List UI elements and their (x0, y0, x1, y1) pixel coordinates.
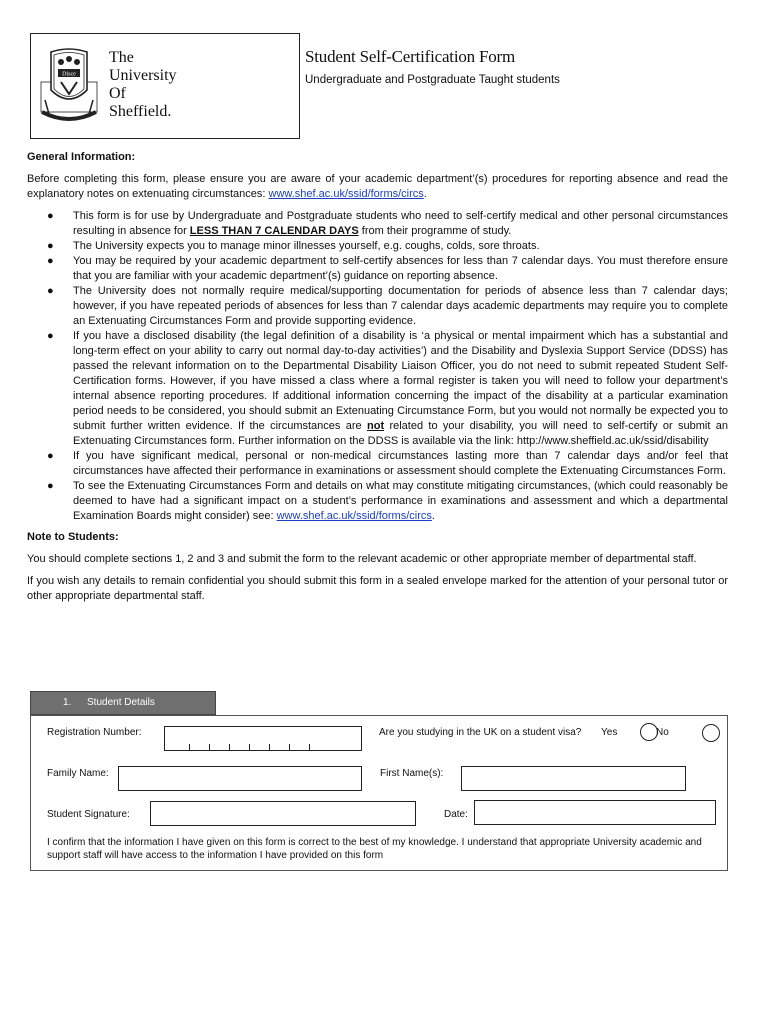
visa-yes-label: Yes (601, 727, 618, 738)
date-label: Date: (444, 809, 468, 820)
visa-no-label: No (656, 727, 669, 738)
info-bullets (27, 209, 728, 524)
note-heading: Note to Students: (27, 531, 119, 543)
section-1-title: Student Details (87, 697, 155, 708)
visa-question: Are you studying in the UK on a student visa? (379, 727, 582, 738)
visa-no-radio[interactable] (702, 724, 720, 742)
registration-number-input[interactable] (164, 726, 362, 751)
list-item: ● If you have a disclosed disability (the legal definition of a disability is ‘a physical or mental impairment which has a substantial and long-term effect on your ability to carry out normal day-to-day activities’) and the Disability and Dyslexia Support Service (DDSS) has passed the relevant information on to the Departmental Disability Liaison Officer, you do not need to submit repeated Student Self-Certification forms. However, if you have missed a class where a formal register is taken you will need to follow your department’s internal absence reporting procedures. If additional information concerning the impact of the disability at a particular examination period needs to be considered, you should submit an Extenuating Circumstance Form, but you would not normally be expected you to submit further written evidence. If the circumstances are not related to your disability, you will need to self-certify or submit an Extenuating Circumstances form. Further information on the DDSS is available via the link: http://www.sheffield.ac.uk/ssid/disability (47, 330, 728, 447)
first-names-label: First Name(s): (380, 768, 444, 779)
list-item: ● To see the Extenuating Circumstances Form and details on what may constitute mitigating circumstances, (which could reasonably be deemed to have had a significant impact on a student’s performance in examinations and assessment and which a departmental Examination Boards might consider) see: www.shef.ac.uk/ssid/forms/circs. (47, 480, 728, 522)
university-name: The University Of Sheffield. (109, 49, 177, 120)
svg-text:Disce: Disce (62, 71, 76, 78)
list-item: ● If you have significant medical, personal or non-medical circumstances lasting more than 7 calendar days and/or feel that circumstances have affected their performance in examinations or assessment should complete the Extenuating Circumstances Form. (47, 450, 728, 477)
date-input[interactable] (474, 800, 716, 825)
signature-input[interactable] (150, 801, 416, 826)
list-item: ● You may be required by your academic department to self-certify absences for less than 7 calendar days. You must therefore ensure that you are familiar with your academic department’(s) guidance on reporting absence. (47, 255, 728, 282)
circs-link-2[interactable]: www.shef.ac.uk/ssid/forms/circs (276, 510, 432, 522)
form-subtitle: Undergraduate and Postgraduate Taught students (305, 74, 560, 86)
form-title: Student Self-Certification Form (305, 47, 516, 66)
circs-link[interactable]: www.shef.ac.uk/ssid/forms/circs (268, 188, 424, 200)
list-item: ● The University expects you to manage minor illnesses yourself, e.g. coughs, colds, sore throats. (47, 240, 540, 252)
intro-paragraph: Before completing this form, please ensure you are aware of your academic department’(s) procedures for reporting absence and read the explanatory notes on extenuating circumstances: www.shef.ac.uk/ssid/forms/circs. (27, 173, 728, 200)
list-item: ● This form is for use by Undergraduate and Postgraduate students who need to self-certify medical and other personal circumstances resulting in absence for LESS THAN 7 CALENDAR DAYS from their programme of study. (47, 210, 728, 237)
registration-digit-ticks (165, 744, 361, 750)
instructions (27, 150, 728, 611)
first-names-input[interactable] (461, 766, 686, 791)
family-name-label: Family Name: (47, 768, 109, 779)
list-item: ● The University does not normally require medical/supporting documentation for periods of absence less than 7 calendar days; however, if you have repeated periods of absences for less than 7 calendar days academic departments may require you to complete an Extenuating Circumstances Form and provide supporting evidence. (47, 285, 728, 327)
note-paragraph-2: If you wish any details to remain confidential you should submit this form in a sealed envelope marked for the attention of your personal tutor or other appropriate departmental staff. (27, 575, 728, 602)
general-info-heading: General Information: (27, 151, 136, 163)
note-paragraph-1: You should complete sections 1, 2 and 3 and submit the form to the relevant academic or other appropriate member of departmental staff. (27, 553, 697, 565)
registration-label: Registration Number: (47, 727, 142, 738)
header-logo-box (30, 33, 300, 139)
confirmation-statement: I confirm that the information I have given on this form is correct to the best of my knowledge. I understand that appropriate University academic and support staff will have access to the information I have provided on this form (47, 837, 702, 861)
university-crest-icon (39, 42, 99, 130)
family-name-input[interactable] (118, 766, 362, 791)
section-1-tab: 1. Student Details (30, 691, 216, 715)
signature-label: Student Signature: (47, 809, 130, 820)
